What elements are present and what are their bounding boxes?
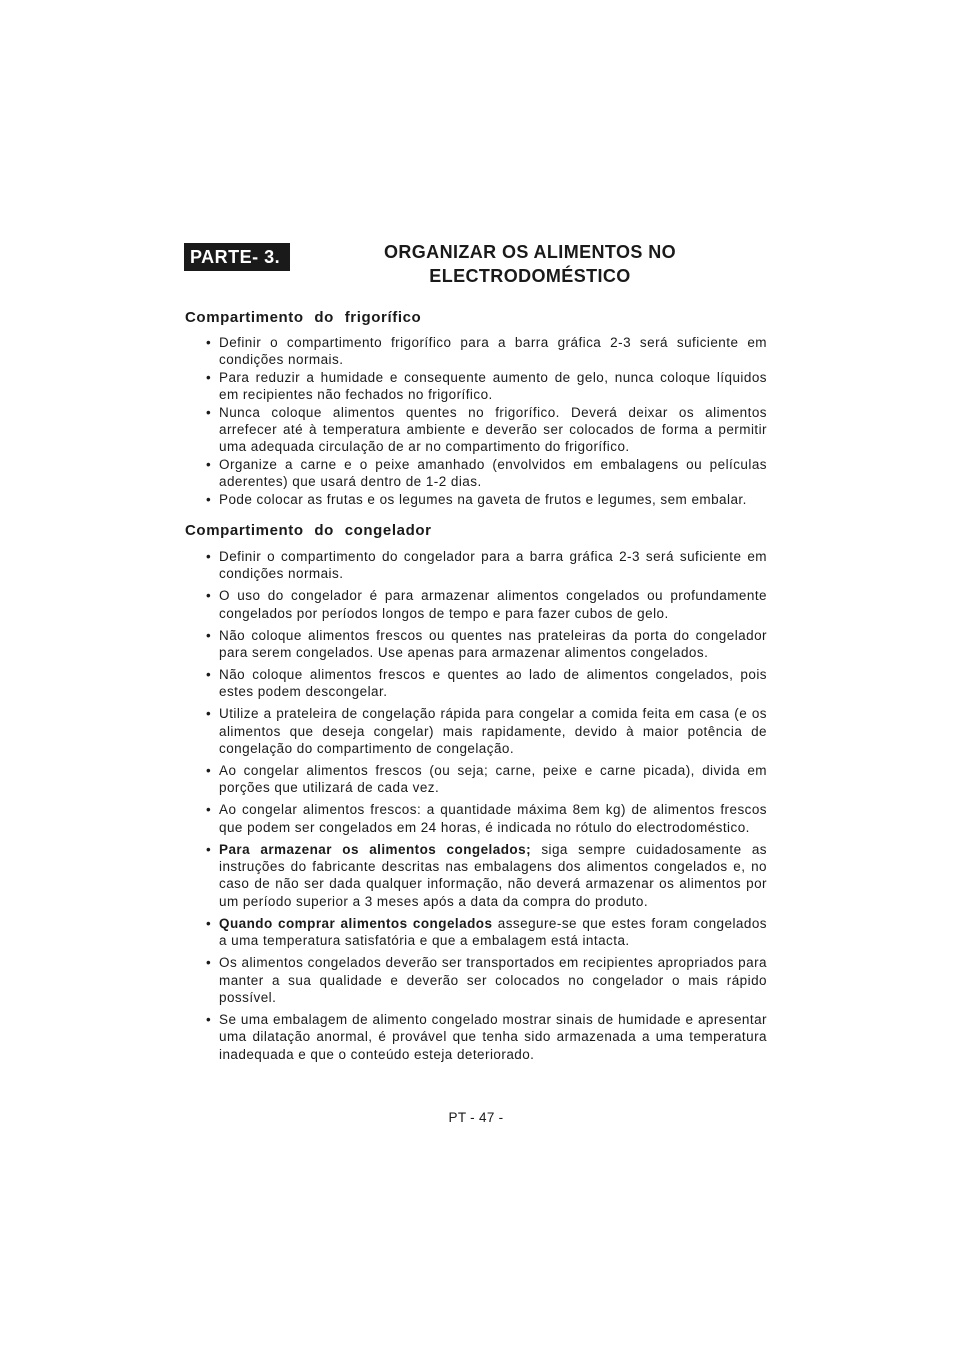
list-item: • Nunca coloque alimentos quentes no frigorífico. Deverá deixar os alimentos arrefecer até à temperatura ambiente e deverão ser colocados de forma a permitir uma adequada circulação de ar no compartimento do frigorífico. (206, 404, 767, 456)
list-item: • Organize a carne e o peixe amanhado (envolvidos em embalagens ou películas aderentes) que usará dentro de 1-2 dias. (206, 456, 767, 491)
list-item: • O uso do congelador é para armazenar alimentos congelados ou profundamente congelados por períodos longos de tempo e para fazer cubos de gelo. (206, 587, 767, 622)
list-item-text: siga sempre cuidadosamente as instruções do fabricante descritas nas embalagens dos alimentos congelados e, no caso de não ser dada qualquer informação, não deverá armazenar os alimentos por um período superior a 3 meses após a data da compra do produto. (219, 841, 767, 909)
list-item: • Não coloque alimentos frescos ou quentes nas prateleiras da porta do congelador para serem congelados. Use apenas para armazenar alimentos congelados. (206, 627, 767, 662)
page-title-line-2: ELECTRODOMÉSTICO (429, 266, 631, 286)
page-title-line-1: ORGANIZAR OS ALIMENTOS NO (383, 242, 676, 262)
list-item: • Utilize a prateleira de congelação rápida para congelar a comida feita em casa (e os alimentos que deseja congelar) mais rapidamente, devido à maior potência de congelação do compartimento de congelação. (206, 705, 767, 757)
list-item-text: assegure-se que estes foram congelados a uma temperatura satisfatória e que a embalagem está intacta. (219, 915, 767, 949)
content-column (185, 308, 767, 1126)
list-item: • Ao congelar alimentos frescos: a quantidade máxima 8em kg) de alimentos frescos que podem ser congelados em 24 horas, é indicada no rótulo do electrodoméstico. (206, 801, 767, 836)
list-item: • Definir o compartimento frigorífico para a barra gráfica 2-3 será suficiente em condições normais. (206, 334, 767, 369)
fridge-compartment-list (206, 334, 767, 508)
freezer-compartment-list (206, 548, 767, 1063)
list-item: • Ao congelar alimentos frescos (ou seja; carne, peixe e carne picada), divida em porções que utilizará de cada vez. (206, 762, 767, 797)
page-title (330, 240, 730, 288)
list-item: • Pode colocar as frutas e os legumes na gaveta de frutos e legumes, sem embalar. (206, 491, 767, 508)
list-item: • Os alimentos congelados deverão ser transportados em recipientes apropriados para manter a sua qualidade e deverão ser colocados no congelador o mais rápido possível. (206, 954, 767, 1006)
list-item: • Se uma embalagem de alimento congelado mostrar sinais de humidade e apresentar uma dilatação anormal, é provável que tenha sido armazenada a uma temperatura inadequada e que o conteúdo esteja deteriorado. (206, 1011, 767, 1063)
page-number: PT - 47 - (448, 1110, 504, 1126)
list-item: • Não coloque alimentos frescos e quentes ao lado de alimentos congelados, pois estes podem descongelar. (206, 666, 767, 701)
part-badge: PARTE- 3. (184, 243, 290, 271)
list-item (206, 915, 767, 950)
list-item: • Definir o compartimento do congelador para a barra gráfica 2-3 será suficiente em condições normais. (206, 548, 767, 583)
list-item-lead: Quando comprar alimentos congelados (219, 915, 493, 931)
section-heading-freezer: Compartimento do congelador (185, 522, 432, 540)
list-item: • Para reduzir a humidade e consequente aumento de gelo, nunca coloque líquidos em recipientes não fechados no frigorífico. (206, 369, 767, 404)
section-heading-fridge: Compartimento do frigorífico (185, 309, 422, 326)
list-item-lead: Para armazenar os alimentos congelados; (219, 841, 532, 857)
list-item (206, 841, 767, 911)
